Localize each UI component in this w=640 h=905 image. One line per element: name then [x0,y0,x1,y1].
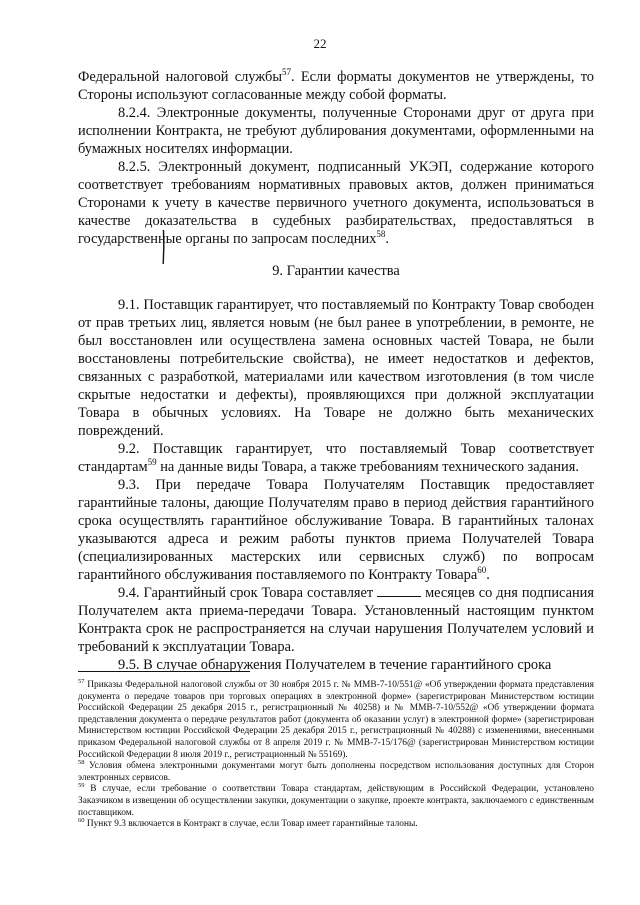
text-run: месяцев со дня подписания Получателем акта приема-передачи Товара. Установленный настоящим пунктом Контракта срок не распространяется на случаи нарушения Получателем условий и требований к эксплуатации Товара. [78,585,594,655]
footnote-text: В случае, если требование о соответствии Товара стандартам, действующим в Российской Федерации, установлено Заказчиком в извещении об осуществлении закупки, документации о закупке, проекте контракта, заключаемого с единственным поставщиком. [78,784,594,818]
text-run: . [486,567,490,583]
paragraph-9-3 [78,476,594,584]
footnote-number: 57 [78,677,85,685]
text-run: 9.3. При передаче Товара Получателям Поставщик предоставляет гарантийные талоны, дающие Получателям право в период действия гарантийного срока осуществлять гарантийное обслуживание Товара. В гарантийных талонах указываются адреса и режим работы пунктов приема Получателей Товара (специализированных мастерских или сервисных служб) по вопросам гарантийного обслуживания поставляемого по Контракту Товара [78,477,594,583]
paragraph-8-2-4: 8.2.4. Электронные документы, полученные Сторонами друг от друга при исполнении Контракта, не требуют дублирования документами, оформленными на бумажных носителях информации. [78,105,594,157]
text-run: Федеральной налоговой службы [78,69,283,85]
footnote-59 [78,784,594,819]
page-number: 22 [313,36,327,51]
footnote-number: 60 [78,817,85,824]
footnote-58 [78,761,594,784]
footnote-number: 58 [78,759,85,767]
footnote-60 [78,819,594,831]
blank-field [377,584,421,597]
paragraph-9-1: 9.1. Поставщик гарантирует, что поставляемый по Контракту Товар свободен от прав третьих лиц, является новым (не был ранее в употреблении, в ремонте, не был восстановлен или осуществлена замена основных частей Товара, не были восстановлены потребительские свойства), не имеет недостатков и дефектов, связанных с разработкой, материалами или качеством изготовления (в том числе скрытые недостатки и дефекты), проявляющихся при должной эксплуатации Товара в обычных условиях. На Товаре не должно быть механических повреждений. [78,297,594,439]
body-text [78,68,594,674]
footnote-ref-58: 58 [376,229,386,240]
footnote-text: Приказы Федеральной налоговой службы от 30 ноября 2015 г. № ММВ-7-10/551@ «Об утверждении формата представления документа о передаче товаров при торговых операциях в электронной форме» (зарегистрирован Министерством юстиции Российской Федерации 25 декабря 2015 г., регистрационный № 40258) и № ММВ-7-10/552@ «Об утверждении формата представления документа о передаче результатов работ (документа об оказании услуг) в электронной форме» (зарегистрирован Министерством юстиции Российской Федерации 25 декабря 2015 г., регистрационный № 40288) с изменениями, внесенными приказом Федеральной налоговой службы от 8 апреля 2019 г. № ММВ-7-15/176@ (зарегистрирован Министерством юстиции Российской Федерации 8 июля 2019 г., регистрационный № 55169). [78,680,594,760]
section-heading: 9. Гарантии качества [272,263,400,279]
text-run: . Если форматы документов не утверждены, то Стороны используют согласованные между собой форматы. [78,69,594,103]
paragraph-9-2 [78,440,594,476]
text-run: . [385,231,389,247]
paragraph-9-5: 9.5. В случае обнаружения Получателем в течение гарантийного срока [118,657,552,673]
footnote-text: Условия обмена электронными документами могут быть дополнены посредством использования доступных для Сторон электронных сервисов. [78,761,594,783]
footnote-ref-60: 60 [477,565,487,576]
footnote-ref-57: 57 [282,67,292,78]
pen-mark [162,230,165,264]
text-run: 9.2. Поставщик гарантирует, что поставляемый Товар соответствует стандартам [78,441,594,475]
footnote-number: 59 [78,782,85,790]
text-run: на данные виды Товара, а также требованиям технического задания. [156,459,579,475]
footnote-ref-59: 59 [147,457,157,468]
paragraph-8-2-5 [78,158,594,248]
footnote-separator [78,671,250,672]
footnotes [78,677,594,831]
footnote-text: Пункт 9.3 включается в Контракт в случае, если Товар имеет гарантийные талоны. [84,819,418,830]
footnote-57 [78,677,594,761]
paragraph-9-4 [78,584,594,656]
text-run: 8.2.5. Электронный документ, подписанный УКЭП, содержание которого соответствует требованиям нормативных правовых актов, должен приниматься Сторонами к учету в качестве первичного учетного документа, использоваться в качестве доказательства в судебных разбирательствах, предоставляться в государственные органы по запросам последних [78,159,594,247]
paragraph-continuation [78,68,594,104]
text-run: 9.4. Гарантийный срок Товара составляет [118,585,378,601]
